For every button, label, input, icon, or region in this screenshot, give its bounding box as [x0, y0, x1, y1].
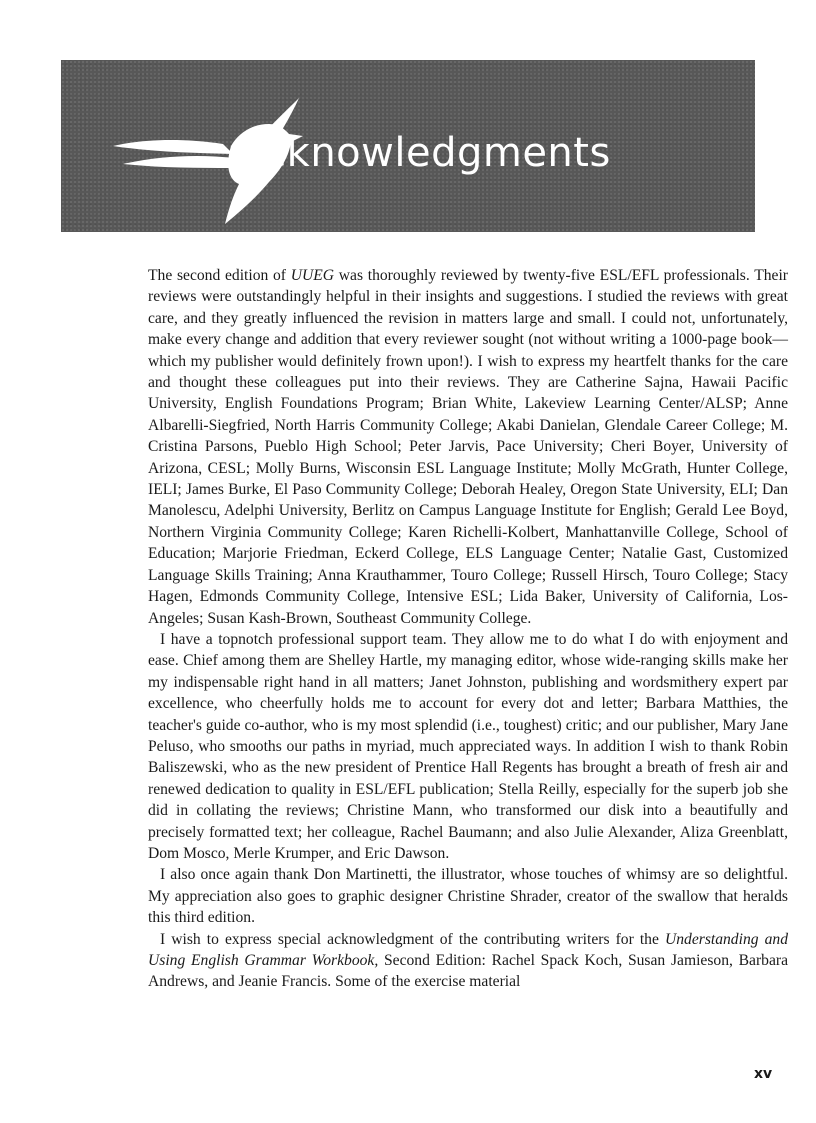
text-span: I also once again thank Don Martinetti, the illustrator, whose touches of whimsy are so delightful. My appreciation also goes to graphic designer Christine Shrader, creator of the swallow that heralds this third edition. — [148, 866, 788, 927]
publication-title: Understanding and Using English Grammar Workbook, — [148, 930, 788, 969]
page-number: xv — [754, 1066, 773, 1082]
text-span: I wish to express special acknowledgment of the contributing writers for the — [160, 930, 665, 948]
chapter-header-banner — [61, 60, 755, 232]
publication-title: UUEG — [290, 267, 335, 284]
text-span: I have a topnotch professional support team. They allow me to do what I do with enjoyment and ease. Chief among them are Shelley Hartle, my managing editor, whose wide-ranging skills make her my indispensable right hand in all matters; Janet Johnston, publishing and wordsmithery expert par excellence, who cheerfully holds me to account for every dot and letter; Barbara Matthies, the teacher's guide co-author, who is my most splendid (i.e., toughest) critic; and our publisher, Mary Jane Peluso, who smooths our paths in myriad, much appreciated ways. In addition I wish to thank Robin Baliszewski, who as the new president of Prentice Hall Regents has brought a breath of fresh air and renewed dedication to quality in ESL/EFL publication; Stella Reilly, especially for the superb job she did in collating the reviews; Christine Mann, who transformed our disk into a beautifully and precisely formatted text; her colleague, Rachel Baumann; and also Julie Alexander, Aliza Greenblatt, Dom Mosco, Merle Krumper, and Eric Dawson. — [148, 630, 788, 862]
paragraph — [148, 864, 788, 928]
page-title: Acknowledgments — [237, 130, 611, 176]
text-span: was thoroughly reviewed by twenty-five ESL/EFL professionals. Their reviews were outstandingly helpful in their insights and suggestions. I studied the reviews with great care, and they greatly influenced the revision in matters large and small. I could not, unfortunately, make every change and addition that every reviewer sought (not without writing a 1000-page book—which my publisher would definitely frown upon!). I wish to express my heartfelt thanks for the care and thought these colleagues put into their reviews. They are Catherine Sajna, Hawaii Pacific University, English Foundations Program; Brian White, Lakeview Learning Center/ALSP; Anne Albarelli-Siegfried, North Harris Community College; Akabi Danielan, Glendale Career College; M. Cristina Parsons, Pueblo High School; Peter Jarvis, Pace University; Cheri Boyer, University of Arizona, CESL; Molly Burns, Wisconsin ESL Language Institute; Molly McGrath, Hunter College, IELI; James Burke, El Paso Community College; Deborah Healey, Oregon State University, ELI; Dan Manolescu, Adelphi University, Berlitz on Campus Language Institute for English; Gerald Lee Boyd, Northern Virginia Community College; Karen Richelli-Kolbert, Manhattanville College, School of Education; Marjorie Friedman, Eckerd College, ELS Language Center; Natalie Gast, Customized Language Skills Training; Anna Krauthammer, Touro College; Russell Hirsch, Touro College; Stacy Hagen, Edmonds Community College, Intensive ESL; Lida Baker, University of California, Los-Angeles; Susan Kash-Brown, Southeast Community College. — [148, 267, 788, 627]
paragraph — [148, 929, 788, 993]
text-span: The second edition of — [148, 267, 291, 284]
text-span: Second Edition: Rachel Spack Koch, Susan Jamieson, Barbara Andrews, and Jeanie Francis. Some of the exercise material — [148, 952, 789, 991]
paragraph — [148, 265, 788, 629]
acknowledgments-body — [148, 265, 788, 993]
paragraph — [148, 629, 788, 864]
